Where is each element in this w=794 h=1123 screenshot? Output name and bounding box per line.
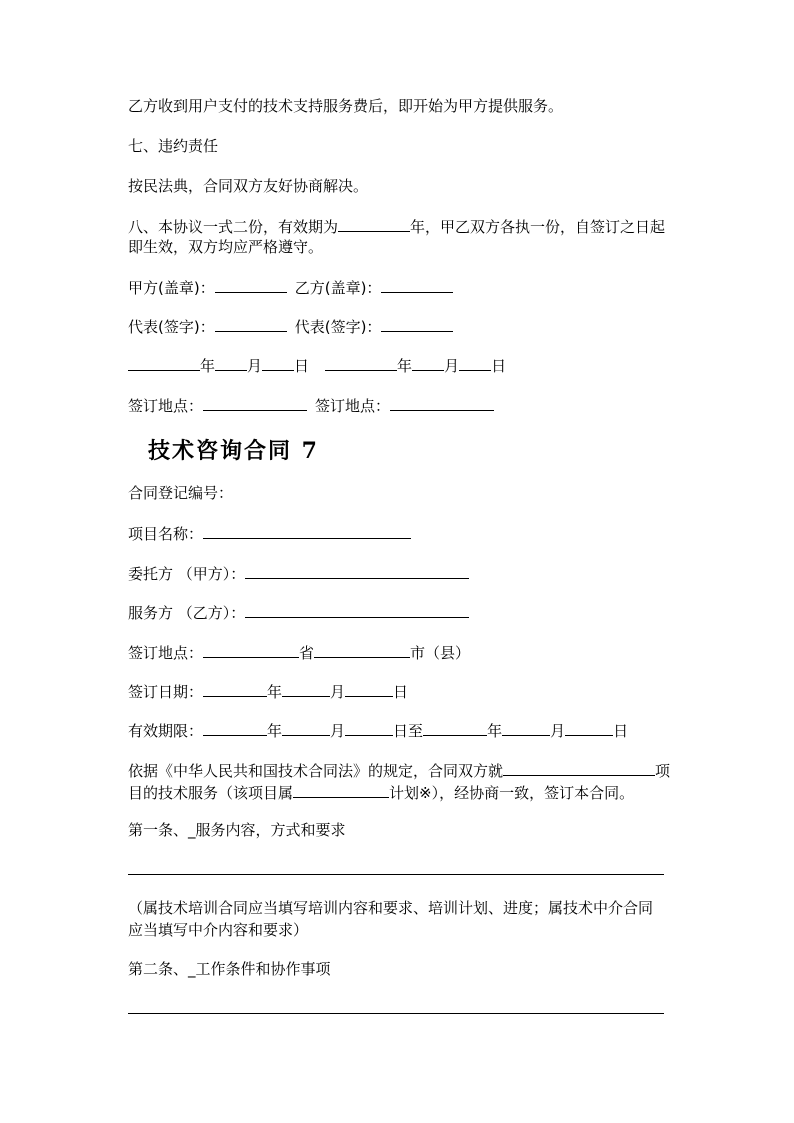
basis-text-d: 计划※），经协商一致，签订本合同。 <box>389 784 635 802</box>
party-a-seal-blank[interactable] <box>215 276 287 293</box>
valid-from-month-blank[interactable] <box>282 719 330 736</box>
month-label: 月 <box>330 722 346 740</box>
article-2-heading: 第二条、_工作条件和协作事项 <box>128 960 331 978</box>
date-a-year-blank[interactable] <box>128 354 200 371</box>
article-2-blank-line[interactable] <box>128 1013 664 1014</box>
article-1-note-line-1: （属技术培训合同应当填写培训内容和要求、培训计划、进度；属技术中介合同 <box>128 899 654 917</box>
validity-years-blank[interactable] <box>338 215 410 232</box>
party-b-seal-blank[interactable] <box>381 276 453 293</box>
year-label: 年 <box>200 357 216 375</box>
rep-b-label: 代表(签字)： <box>294 318 382 336</box>
section-7-heading: 七、违约责任 <box>128 137 219 155</box>
date-b-day-blank[interactable] <box>459 354 491 371</box>
sign-year-blank[interactable] <box>203 680 267 697</box>
client-row <box>128 562 469 584</box>
representative-row <box>128 315 453 337</box>
article-1-note-line-2: 应当填写中介内容和要求） <box>128 921 309 939</box>
date-b-month-blank[interactable] <box>412 354 444 371</box>
day-label: 日 <box>393 683 409 701</box>
date-a-day-blank[interactable] <box>262 354 294 371</box>
valid-to-year-blank[interactable] <box>423 719 487 736</box>
service-start-paragraph: 乙方收到用户支付的技术支持服务费后，即开始为甲方提供服务。 <box>128 97 564 115</box>
sign-month-blank[interactable] <box>282 680 330 697</box>
month-label: 月 <box>444 357 460 375</box>
sign-day-blank[interactable] <box>345 680 393 697</box>
city-label: 市（县） <box>410 644 471 662</box>
date-row <box>128 354 506 376</box>
place-b-blank[interactable] <box>390 394 494 411</box>
provider-label: 服务方 （乙方）： <box>128 604 246 622</box>
project-topic-blank[interactable] <box>503 759 655 776</box>
city-blank[interactable] <box>314 641 410 658</box>
sign-place-label: 签订地点： <box>128 644 204 662</box>
party-b-seal-label: 乙方(盖章)： <box>294 279 382 297</box>
seal-row <box>128 276 453 298</box>
basis-text-b: 项 <box>655 762 671 780</box>
sign-date-label: 签订日期： <box>128 683 204 701</box>
sign-place-row <box>128 641 470 663</box>
section-8-line-1 <box>128 215 665 237</box>
day-label: 日 <box>294 357 310 375</box>
sign-date-row <box>128 680 408 702</box>
provider-blank[interactable] <box>245 601 469 618</box>
province-blank[interactable] <box>203 641 299 658</box>
project-name-row <box>128 522 411 544</box>
day-to-label: 日至 <box>393 722 424 740</box>
article-1-blank-line[interactable] <box>128 874 664 875</box>
document-title: 技术咨询合同 7 <box>148 438 319 464</box>
year-label: 年 <box>267 683 283 701</box>
place-a-blank[interactable] <box>203 394 307 411</box>
valid-from-year-blank[interactable] <box>203 719 267 736</box>
date-a-month-blank[interactable] <box>215 354 247 371</box>
party-a-seal-label: 甲方(盖章)： <box>128 279 215 297</box>
valid-period-row <box>128 719 628 741</box>
valid-from-day-blank[interactable] <box>345 719 393 736</box>
basis-text-c: 目的技术服务（该项目属 <box>128 784 294 802</box>
registration-number-label: 合同登记编号： <box>128 484 234 502</box>
project-name-blank[interactable] <box>203 522 411 539</box>
rep-b-blank[interactable] <box>381 315 453 332</box>
year-label: 年 <box>397 357 413 375</box>
rep-a-blank[interactable] <box>215 315 287 332</box>
provider-row <box>128 601 469 623</box>
month-label: 月 <box>550 722 566 740</box>
year-label: 年 <box>267 722 283 740</box>
basis-line-1 <box>128 759 670 781</box>
valid-to-day-blank[interactable] <box>565 719 613 736</box>
year-label: 年 <box>487 722 503 740</box>
day-label: 日 <box>491 357 507 375</box>
valid-period-label: 有效期限： <box>128 722 204 740</box>
section-8-line-2: 即生效，双方均应严格遵守。 <box>128 238 324 256</box>
section-8-text-a: 八、本协议一式二份，有效期为 <box>128 218 339 236</box>
month-label: 月 <box>247 357 263 375</box>
article-1-heading: 第一条、_服务内容，方式和要求 <box>128 821 346 839</box>
valid-to-month-blank[interactable] <box>502 719 550 736</box>
place-a-label: 签订地点： <box>128 397 204 415</box>
section-8-text-b: 年，甲乙双方各执一份，自签订之日起 <box>410 218 666 236</box>
rep-a-label: 代表(签字)： <box>128 318 215 336</box>
breach-paragraph: 按民法典，合同双方友好协商解决。 <box>128 177 369 195</box>
plan-blank[interactable] <box>293 781 389 798</box>
month-label: 月 <box>330 683 346 701</box>
basis-text-a: 依据《中华人民共和国技术合同法》的规定，合同双方就 <box>128 762 504 780</box>
basis-line-2 <box>128 781 634 803</box>
province-label: 省 <box>299 644 315 662</box>
project-name-label: 项目名称： <box>128 525 204 543</box>
date-b-year-blank[interactable] <box>325 354 397 371</box>
place-b-label: 签订地点： <box>315 397 391 415</box>
client-blank[interactable] <box>245 562 469 579</box>
client-label: 委托方 （甲方）： <box>128 565 246 583</box>
place-row <box>128 394 494 416</box>
day-label: 日 <box>613 722 629 740</box>
